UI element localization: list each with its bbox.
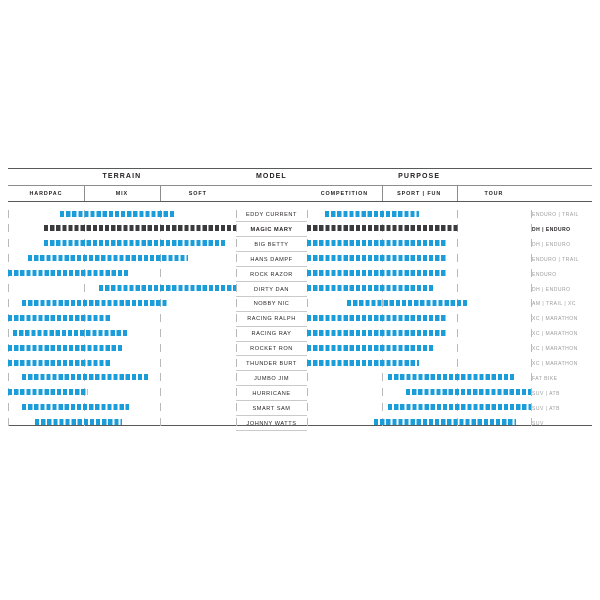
model-label: HURRICANE — [252, 390, 291, 397]
chart-row — [8, 207, 592, 222]
terrain-tick — [8, 299, 9, 307]
use-label: XC | MARATHON — [532, 316, 578, 323]
model-label: JUMBO JIM — [253, 375, 290, 382]
terrain-bar — [22, 374, 150, 380]
use-label: AM | TRAIL | XC — [532, 301, 576, 308]
use-label: XC | MARATHON — [532, 331, 578, 338]
model-label: SMART SAM — [252, 405, 291, 412]
top-rule — [8, 168, 592, 169]
terrain-tick — [160, 329, 161, 337]
terrain-bar — [13, 330, 129, 336]
model-label: RACING RALPH — [247, 316, 296, 323]
column-separator — [382, 185, 383, 201]
group-header: MODEL — [255, 173, 287, 180]
model-label: RACING RAY — [251, 331, 292, 338]
terrain-tick — [160, 344, 161, 352]
purpose-bar — [307, 360, 419, 366]
terrain-tick — [8, 239, 9, 247]
column-header: COMPETITION — [320, 191, 369, 197]
model-underline — [236, 430, 307, 431]
chart-row — [8, 252, 592, 267]
purpose-tick — [307, 299, 308, 307]
use-label: XC | MARATHON — [532, 346, 578, 353]
model-label: ROCKET RON — [250, 346, 293, 353]
purpose-bar — [307, 240, 446, 246]
purpose-tick — [307, 210, 308, 218]
terrain-tick — [160, 403, 161, 411]
column-header: TOUR — [484, 191, 504, 197]
purpose-bar — [374, 419, 515, 425]
purpose-tick — [457, 344, 458, 352]
terrain-tick — [8, 284, 9, 292]
purpose-bar — [307, 225, 459, 231]
column-separator — [160, 185, 161, 201]
purpose-tick — [457, 329, 458, 337]
purpose-bar — [406, 389, 532, 395]
purpose-tick — [307, 388, 308, 396]
purpose-bar — [307, 255, 446, 261]
terrain-bar — [22, 404, 129, 410]
chart-row — [8, 401, 592, 416]
terrain-tick — [8, 254, 9, 262]
purpose-tick — [307, 403, 308, 411]
model-label: MAGIC MARY — [250, 226, 293, 233]
column-header: SPORT | FUN — [397, 191, 442, 197]
chart-row — [8, 371, 592, 386]
model-label: THUNDER BURT — [246, 361, 297, 367]
purpose-tick — [457, 269, 458, 277]
use-label: SUV | ATB — [532, 405, 560, 412]
purpose-tick — [307, 418, 308, 426]
use-label: FAT BIKE — [532, 375, 558, 382]
chart-area — [8, 168, 592, 430]
model-label: EDDY CURRENT — [246, 212, 297, 218]
terrain-tick — [160, 418, 161, 426]
terrain-tick — [160, 388, 161, 396]
use-label: ENDURO | TRAIL — [532, 256, 579, 263]
chart-row — [8, 341, 592, 356]
use-label: ENDURO | TRAIL — [532, 212, 579, 218]
terrain-tick — [8, 373, 9, 381]
chart-row — [8, 222, 592, 237]
purpose-bar — [347, 300, 468, 306]
chart-row — [8, 356, 592, 371]
terrain-bar — [44, 225, 235, 231]
purpose-tick — [457, 359, 458, 367]
group-header: PURPOSE — [398, 173, 441, 180]
purpose-tick — [457, 239, 458, 247]
terrain-tick — [160, 269, 161, 277]
terrain-bar — [8, 360, 110, 366]
terrain-bar — [8, 389, 88, 395]
column-separator — [457, 185, 458, 201]
use-label: ENDURO — [532, 271, 557, 278]
terrain-bar — [44, 240, 226, 246]
purpose-bar — [325, 211, 419, 217]
terrain-tick — [8, 329, 9, 337]
purpose-tick — [457, 210, 458, 218]
terrain-tick — [8, 224, 9, 232]
purpose-bar — [388, 374, 516, 380]
column-separator — [84, 185, 85, 201]
purpose-tick — [382, 403, 383, 411]
chart-row — [8, 267, 592, 282]
group-header: TERRAIN — [102, 173, 142, 180]
chart-row — [8, 282, 592, 297]
purpose-tick — [382, 373, 383, 381]
model-label: HANS DAMPF — [250, 256, 293, 263]
terrain-bar — [8, 345, 122, 351]
terrain-bar — [8, 270, 129, 276]
header-bottom-rule — [8, 201, 592, 202]
model-label: ROCK RAZOR — [250, 271, 293, 278]
terrain-bar — [99, 285, 236, 291]
use-label: DH | ENDURO — [532, 241, 571, 248]
use-label: XC | MARATHON — [532, 361, 578, 367]
column-header: SOFT — [188, 191, 207, 197]
purpose-tick — [457, 254, 458, 262]
purpose-tick — [457, 314, 458, 322]
chart-row — [8, 326, 592, 341]
use-label: SUV — [532, 420, 544, 427]
use-label: DH | ENDURO — [532, 226, 571, 233]
model-label: DIRTY DAN — [254, 286, 289, 293]
model-label: BIG BETTY — [254, 241, 289, 248]
chart-row — [8, 296, 592, 311]
chart-row — [8, 416, 592, 431]
use-label: SUV | ATB — [532, 390, 560, 397]
column-header: MIX — [115, 191, 128, 197]
terrain-tick — [8, 210, 9, 218]
terrain-tick — [84, 284, 85, 292]
terrain-bar — [35, 419, 122, 425]
chart-row — [8, 237, 592, 252]
chart-row — [8, 386, 592, 401]
model-label: JOHNNY WATTS — [246, 420, 297, 427]
chart-row — [8, 311, 592, 326]
terrain-bar — [60, 211, 174, 217]
terrain-bar — [8, 315, 110, 321]
purpose-tick — [457, 284, 458, 292]
terrain-bar — [28, 255, 187, 261]
use-label: DH | ENDURO — [532, 286, 571, 293]
purpose-tick — [382, 388, 383, 396]
purpose-bar — [307, 285, 433, 291]
terrain-tick — [8, 403, 9, 411]
terrain-bar — [22, 300, 168, 306]
purpose-bar — [307, 270, 446, 276]
purpose-bar — [307, 345, 433, 351]
model-label: NOBBY NIC — [253, 301, 290, 308]
group-rule — [8, 185, 592, 186]
terrain-tick — [160, 359, 161, 367]
purpose-bar — [307, 330, 446, 336]
column-header: HARDPAC — [29, 191, 63, 197]
purpose-tick — [307, 373, 308, 381]
terrain-tick — [160, 314, 161, 322]
terrain-tick — [160, 373, 161, 381]
purpose-bar — [388, 404, 532, 410]
terrain-tick — [8, 418, 9, 426]
purpose-bar — [307, 315, 446, 321]
